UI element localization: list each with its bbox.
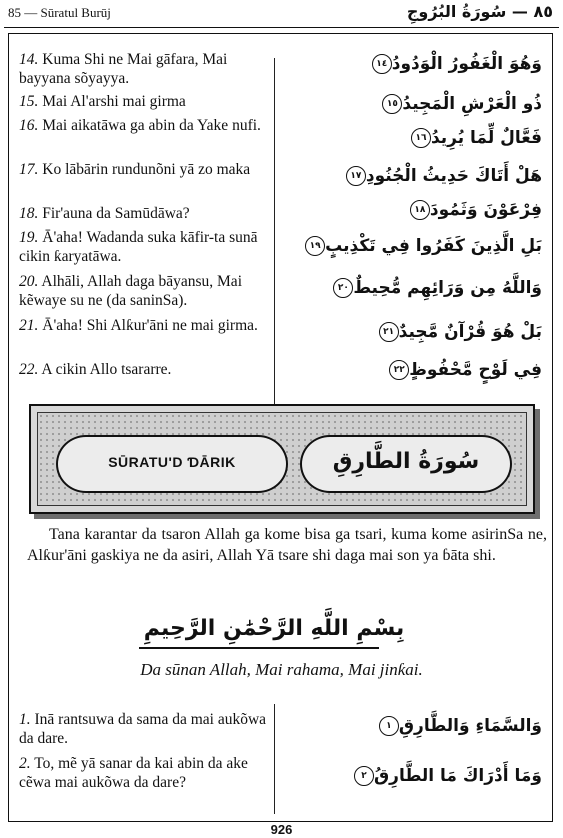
verse-number: 22.	[19, 361, 39, 378]
verse-text: Alhāli, Allah daga bāyansu, Mai kẽwaye su ne (da saninSa).	[19, 273, 242, 309]
ayah-number-mark: ١٩	[305, 236, 325, 256]
bismillah-stroke	[139, 647, 379, 649]
verse-arabic	[292, 236, 542, 256]
verse-arabic	[292, 166, 542, 186]
banner-ornament	[37, 412, 527, 506]
verse-text: A cikin Allo tsararre.	[41, 361, 172, 378]
verse-translation	[19, 316, 267, 335]
verse-number: 15.	[19, 93, 39, 110]
ayah-number-mark: ٢١	[379, 322, 399, 342]
arabic-text: ذُو الْعَرْشِ الْمَجِيدُ	[402, 94, 542, 114]
verse-translation	[19, 92, 267, 111]
arabic-text: هَلْ أَتَاكَ حَدِيثُ الْجُنُودِ	[365, 166, 542, 186]
verse-translation	[19, 228, 267, 266]
ayah-number-mark: ١٦	[411, 128, 431, 148]
ayah-number-mark: ١٧	[346, 166, 366, 186]
surah-banner	[29, 404, 535, 514]
verse-text: Kuma Shi ne Mai gāfara, Mai bayyana sõyayya.	[19, 51, 228, 87]
column-divider	[274, 704, 275, 814]
verse-text: Ā'aha! Shi Alƙur'āni ne mai girma.	[42, 317, 258, 334]
verse-number: 17.	[19, 161, 39, 178]
verse-arabic	[292, 716, 542, 736]
verse-arabic	[292, 322, 542, 342]
arabic-text: وَهُوَ الْغَفُورُ الْوَدُودُ	[391, 54, 542, 74]
verse-text: Inā rantsuwa da sama da mai aukõwa da dare.	[19, 711, 267, 747]
surah-introduction: Tana karantar da tsaron Allah ga kome bisa ga tsari, kuma kome asirinSa ne, Alƙur'āni gaskiya ne da asiri, Allah Yā tsare shi daga mai son ya ɓāta shi.	[27, 526, 547, 564]
ayah-number-mark: ١٤	[372, 54, 392, 74]
verse-translation	[19, 360, 267, 379]
verse-text: Mai aikatāwa ga abin da Yake nufi.	[42, 117, 261, 134]
banner-title-cartouche	[56, 435, 288, 493]
ayah-number-mark: ٢٠	[333, 278, 353, 298]
header-surah-name-arabic: ٨٥ — سُورَةُ البُرُوجِ	[406, 2, 553, 21]
verse-arabic	[292, 54, 542, 74]
verse-text: Ā'aha! Wadanda suka kāfir-ta sunā cikin ƙaryatāwa.	[19, 229, 258, 265]
arabic-text: بَلِ الَّذِينَ كَفَرُوا فِي تَكْذِيبٍ	[325, 236, 542, 256]
page-number: 926	[270, 822, 293, 837]
verse-text: To, mẽ yā sanar da kai abin da ake cẽwa mai aukõwa da dare?	[19, 755, 248, 791]
verse-text: Fir'auna da Samūdāwa?	[42, 205, 190, 222]
verse-translation	[19, 710, 267, 748]
arabic-text: فَعَّالٌ لِّمَا يُرِيدُ	[430, 128, 542, 148]
page-header	[0, 0, 563, 24]
arabic-text: بَلْ هُوَ قُرْآنٌ مَّجِيدٌ	[398, 322, 542, 342]
ayah-number-mark: ١	[379, 716, 399, 736]
arabic-text: فِرْعَوْنَ وَثَمُودَ	[429, 200, 542, 220]
bismillah	[109, 611, 439, 661]
arabic-text: وَمَا أَدْرَاكَ مَا الطَّارِقُ	[373, 766, 542, 786]
verse-number: 2.	[19, 755, 31, 772]
surah-title-arabic: سُورَةُ الطَّارِقِ	[332, 449, 480, 474]
verse-arabic	[292, 766, 542, 786]
arabic-text: فِي لَوْحٍ مَّحْفُوظٍ	[409, 360, 542, 380]
verse-text: Mai Al'arshi mai girma	[42, 93, 186, 110]
verse-number: 20.	[19, 273, 39, 290]
verse-arabic	[292, 200, 542, 220]
ayah-number-mark: ٢	[354, 766, 374, 786]
verse-number: 19.	[19, 229, 39, 246]
verse-translation	[19, 160, 267, 179]
column-divider	[274, 58, 275, 408]
bismillah-arabic: بِسْمِ اللَّهِ الرَّحْمَٰنِ الرَّحِيمِ	[143, 616, 405, 641]
verse-number: 14.	[19, 51, 39, 68]
surah-title: SŪRATU'D ƊĀRIK	[108, 454, 236, 470]
verse-number: 21.	[19, 317, 39, 334]
header-rule	[4, 27, 559, 28]
header-surah-name: 85 — Sūratul Burūj	[8, 5, 111, 20]
verse-arabic	[292, 278, 542, 298]
ayah-number-mark: ١٨	[410, 200, 430, 220]
verse-number: 16.	[19, 117, 39, 134]
verse-text: Ko lābārin rundunõni yā zo maka	[42, 161, 251, 178]
bismillah-translation: Da sūnan Allah, Mai rahama, Mai jinƙai.	[140, 660, 423, 679]
verse-translation	[19, 50, 267, 88]
banner-arabic-cartouche	[300, 435, 512, 493]
verse-translation	[19, 116, 267, 135]
verse-translation	[19, 754, 267, 792]
arabic-text: وَالسَّمَاءِ وَالطَّارِقِ	[398, 716, 542, 736]
arabic-text: وَاللَّهُ مِن وَرَائِهِم مُّحِيطٌ	[353, 278, 542, 298]
page-frame	[8, 33, 553, 822]
ayah-number-mark: ١٥	[382, 94, 402, 114]
verse-arabic	[292, 360, 542, 380]
verse-translation	[19, 204, 267, 223]
verse-arabic	[292, 94, 542, 114]
verse-translation	[19, 272, 267, 310]
verse-arabic	[292, 128, 542, 148]
ayah-number-mark: ٢٢	[389, 360, 409, 380]
verse-number: 18.	[19, 205, 39, 222]
verse-number: 1.	[19, 711, 31, 728]
